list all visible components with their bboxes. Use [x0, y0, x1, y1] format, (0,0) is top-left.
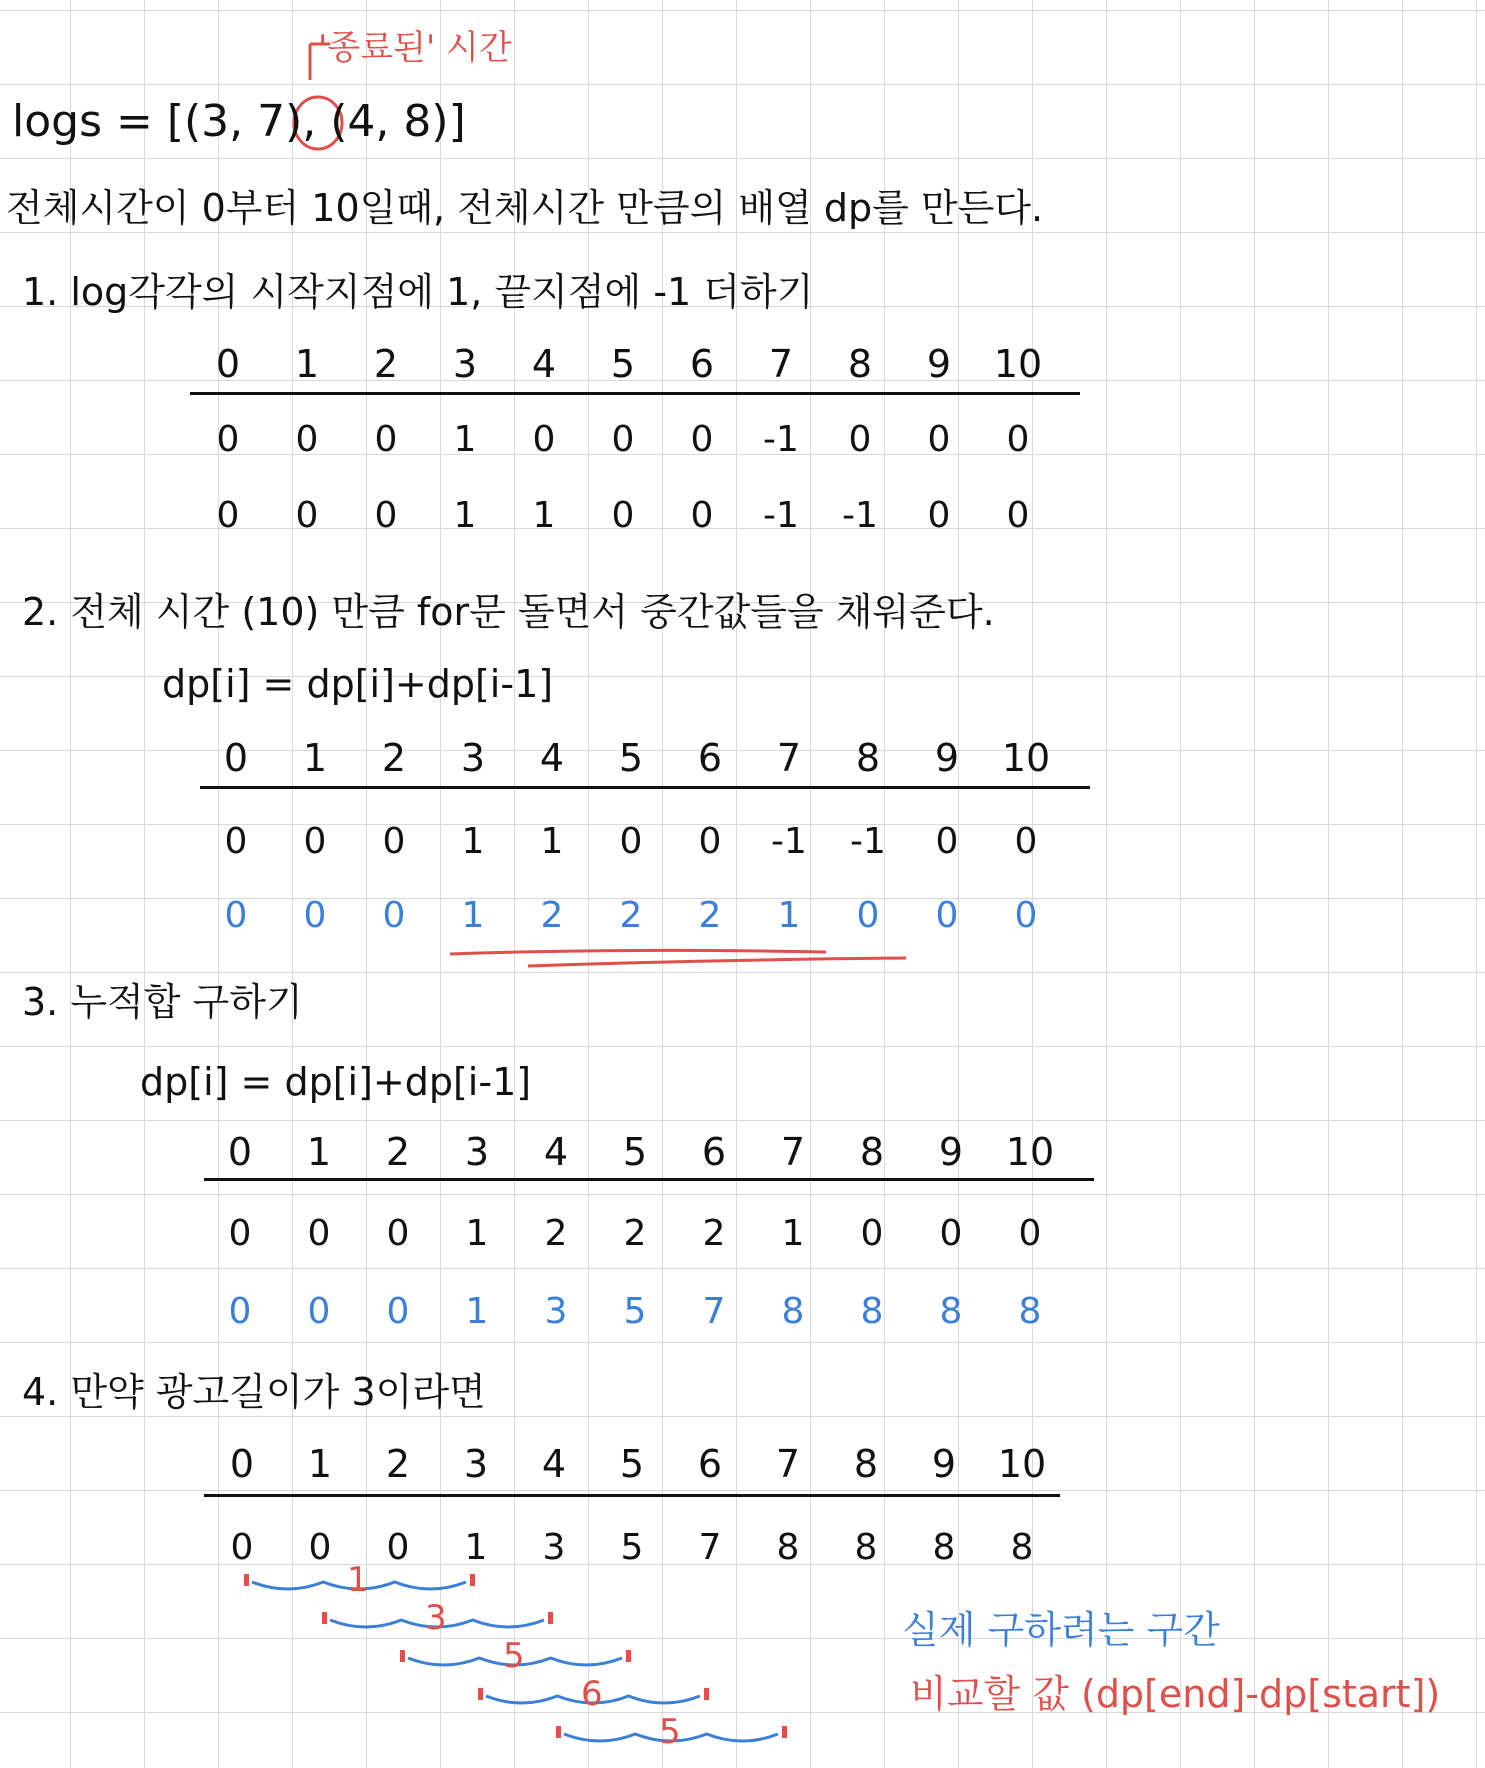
legend-red-note: 비교할 값 (dp[end]-dp[start]) — [910, 1672, 1441, 1716]
window-sum-label: 6 — [581, 1674, 603, 1714]
window-endpoint-mark — [626, 1650, 631, 1662]
column-header: 5 — [618, 736, 644, 780]
table-cell: -1 — [763, 419, 799, 460]
column-header: 2 — [381, 736, 407, 780]
table-cell: 0 — [1018, 1213, 1042, 1254]
table-cell: -1 — [850, 821, 886, 862]
result-cell: 1 — [465, 1291, 489, 1332]
table-cell: 0 — [611, 419, 635, 460]
column-header: 4 — [543, 1130, 569, 1174]
table-cell: 0 — [374, 419, 398, 460]
table-cell: 2 — [544, 1213, 568, 1254]
window-endpoint-mark — [548, 1612, 553, 1624]
column-header: 9 — [938, 1130, 964, 1174]
column-header: 4 — [531, 342, 557, 386]
window-sum-label: 1 — [347, 1560, 369, 1600]
window-sum-label: 3 — [425, 1598, 447, 1638]
column-header: 2 — [373, 342, 399, 386]
column-header: 1 — [307, 1442, 333, 1486]
table-cell: 0 — [698, 821, 722, 862]
table-cell: -1 — [771, 821, 807, 862]
window-endpoint-mark — [704, 1688, 709, 1700]
table-cell: 0 — [690, 419, 714, 460]
table-rule — [204, 1178, 1094, 1181]
window-endpoint-mark — [782, 1726, 787, 1738]
result-cell: 0 — [382, 895, 406, 936]
table-cell: -1 — [842, 495, 878, 536]
column-header: 6 — [697, 736, 723, 780]
column-header: 10 — [1005, 1130, 1055, 1174]
table-cell: 0 — [927, 495, 951, 536]
result-cell: 0 — [303, 895, 327, 936]
table-cell: 0 — [939, 1213, 963, 1254]
column-header: 0 — [215, 342, 241, 386]
window-endpoint-mark — [478, 1688, 483, 1700]
table-cell: 0 — [386, 1213, 410, 1254]
table-cell: 0 — [1014, 821, 1038, 862]
table-cell: 0 — [295, 419, 319, 460]
table-cell: 0 — [382, 821, 406, 862]
column-header: 0 — [227, 1130, 253, 1174]
window-endpoint-mark — [400, 1650, 405, 1662]
column-header: 8 — [859, 1130, 885, 1174]
table-rule — [204, 1494, 1060, 1497]
logs-line: logs = [(3, 7), (4, 8)] — [12, 96, 466, 147]
column-header: 8 — [853, 1442, 879, 1486]
table-cell: 8 — [932, 1527, 956, 1568]
table-cell: 0 — [230, 1527, 254, 1568]
column-header: 0 — [229, 1442, 255, 1486]
table-cell: 8 — [1010, 1527, 1034, 1568]
column-header: 9 — [931, 1442, 957, 1486]
window-endpoint-mark — [556, 1726, 561, 1738]
result-cell: 7 — [702, 1291, 726, 1332]
table-cell: 1 — [464, 1527, 488, 1568]
table-cell: 7 — [698, 1527, 722, 1568]
column-header: 6 — [701, 1130, 727, 1174]
column-header: 1 — [294, 342, 320, 386]
result-cell: 3 — [544, 1291, 568, 1332]
table-cell: 0 — [386, 1527, 410, 1568]
column-header: 5 — [619, 1442, 645, 1486]
table-cell: 2 — [702, 1213, 726, 1254]
step2-formula: dp[i] = dp[i]+dp[i-1] — [162, 662, 554, 706]
column-header: 3 — [464, 1130, 490, 1174]
column-header: 6 — [697, 1442, 723, 1486]
table-cell: 0 — [927, 419, 951, 460]
table-cell: 2 — [623, 1213, 647, 1254]
result-cell: 0 — [935, 895, 959, 936]
result-cell: 1 — [777, 895, 801, 936]
column-header: 9 — [926, 342, 952, 386]
column-header: 9 — [934, 736, 960, 780]
step1-title: 1. log각각의 시작지점에 1, 끝지점에 -1 더하기 — [22, 270, 814, 314]
column-header: 2 — [385, 1442, 411, 1486]
result-cell: 2 — [619, 895, 643, 936]
window-endpoint-mark — [244, 1574, 249, 1586]
column-header: 4 — [539, 736, 565, 780]
table-cell: 1 — [453, 419, 477, 460]
table-cell: 0 — [690, 495, 714, 536]
table-cell: 0 — [532, 419, 556, 460]
column-header: 1 — [306, 1130, 332, 1174]
column-header: 3 — [463, 1442, 489, 1486]
legend-blue-note: 실제 구하려는 구간 — [902, 1608, 1220, 1652]
table-cell: 1 — [532, 495, 556, 536]
column-header: 7 — [768, 342, 794, 386]
table-cell: 1 — [781, 1213, 805, 1254]
column-header: 0 — [223, 736, 249, 780]
step3-title: 3. 누적합 구하기 — [22, 980, 303, 1024]
table-cell: 1 — [461, 821, 485, 862]
table-rule — [190, 392, 1080, 395]
result-cell: 0 — [1014, 895, 1038, 936]
result-cell: 0 — [228, 1291, 252, 1332]
table-cell: 1 — [540, 821, 564, 862]
table-cell: 0 — [848, 419, 872, 460]
result-cell: 8 — [939, 1291, 963, 1332]
result-cell: 1 — [461, 895, 485, 936]
result-cell: 5 — [623, 1291, 647, 1332]
step4-title: 4. 만약 광고길이가 3이라면 — [22, 1370, 486, 1414]
table-cell: 1 — [465, 1213, 489, 1254]
column-header: 8 — [847, 342, 873, 386]
step2-title: 2. 전체 시간 (10) 만큼 for문 돌면서 중간값들을 채워준다. — [22, 590, 995, 634]
result-cell: 0 — [386, 1291, 410, 1332]
table-cell: -1 — [763, 495, 799, 536]
table-cell: 8 — [854, 1527, 878, 1568]
intro-text: 전체시간이 0부터 10일때, 전체시간 만큼의 배열 dp를 만든다. — [6, 186, 1044, 230]
annotation-ended-time: '종료된' 시간 — [318, 28, 512, 68]
column-header: 7 — [775, 1442, 801, 1486]
column-header: 1 — [302, 736, 328, 780]
table-cell: 0 — [307, 1213, 331, 1254]
column-header: 3 — [460, 736, 486, 780]
result-cell: 0 — [856, 895, 880, 936]
table-cell: 3 — [542, 1527, 566, 1568]
column-header: 7 — [780, 1130, 806, 1174]
step3-formula: dp[i] = dp[i]+dp[i-1] — [140, 1060, 532, 1104]
column-header: 10 — [1001, 736, 1051, 780]
table-cell: 0 — [303, 821, 327, 862]
table-cell: 0 — [611, 495, 635, 536]
window-endpoint-mark — [322, 1612, 327, 1624]
table-cell: 0 — [308, 1527, 332, 1568]
result-cell: 8 — [781, 1291, 805, 1332]
result-cell: 8 — [1018, 1291, 1042, 1332]
table-cell: 0 — [228, 1213, 252, 1254]
table-cell: 0 — [1006, 495, 1030, 536]
table-cell: 0 — [374, 495, 398, 536]
table-cell: 0 — [619, 821, 643, 862]
column-header: 5 — [622, 1130, 648, 1174]
table-cell: 0 — [295, 495, 319, 536]
column-header: 8 — [855, 736, 881, 780]
column-header: 7 — [776, 736, 802, 780]
table-cell: 0 — [216, 495, 240, 536]
column-header: 4 — [541, 1442, 567, 1486]
window-endpoint-mark — [470, 1574, 475, 1586]
result-cell: 0 — [307, 1291, 331, 1332]
window-sum-label: 5 — [503, 1636, 525, 1676]
table-cell: 0 — [1006, 419, 1030, 460]
column-header: 10 — [997, 1442, 1047, 1486]
window-sum-label: 5 — [659, 1712, 681, 1752]
table-cell: 0 — [224, 821, 248, 862]
result-cell: 8 — [860, 1291, 884, 1332]
result-cell: 0 — [224, 895, 248, 936]
table-rule — [200, 786, 1090, 789]
table-cell: 0 — [216, 419, 240, 460]
column-header: 10 — [993, 342, 1043, 386]
table-cell: 1 — [453, 495, 477, 536]
table-cell: 0 — [860, 1213, 884, 1254]
column-header: 6 — [689, 342, 715, 386]
result-cell: 2 — [540, 895, 564, 936]
table-cell: 8 — [776, 1527, 800, 1568]
column-header: 2 — [385, 1130, 411, 1174]
table-cell: 5 — [620, 1527, 644, 1568]
result-cell: 2 — [698, 895, 722, 936]
column-header: 3 — [452, 342, 478, 386]
table-cell: 0 — [935, 821, 959, 862]
column-header: 5 — [610, 342, 636, 386]
